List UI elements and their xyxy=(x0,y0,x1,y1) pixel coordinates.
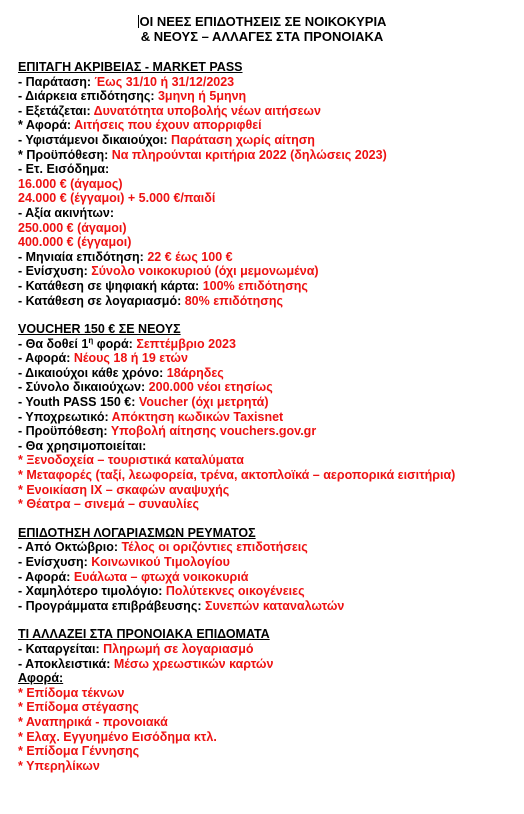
list-item xyxy=(18,715,516,730)
item-label: * Προϋπόθεση: xyxy=(18,147,112,162)
list-item xyxy=(18,700,516,715)
item-value: Πληρωμή σε λογαριασμό xyxy=(103,641,254,656)
list-item xyxy=(18,104,516,119)
item-value: Δυνατότητα υποβολής νέων αιτήσεων xyxy=(93,103,321,118)
title-line-2: & ΝΕΟΥΣ – ΑΛΛΑΓΕΣ ΣΤΑ ΠΡΟΝΟΙΑΚΑ xyxy=(140,29,384,44)
item-label: - Μηνιαία επιδότηση: xyxy=(18,249,148,264)
list-item xyxy=(18,380,516,395)
list-item xyxy=(18,555,516,570)
list-item xyxy=(18,570,516,585)
item-label: - Ενίσχυση: xyxy=(18,555,92,569)
item-label: - Παράταση: xyxy=(18,74,95,89)
item-value: * Επίδομα στέγασης xyxy=(18,700,139,715)
item-label: - Υποχρεωτικό: xyxy=(18,409,112,424)
list-item xyxy=(18,264,516,279)
item-value: Έως 31/10 ή 31/12/2023 xyxy=(94,74,235,89)
item-value: * Ενοικίαση ΙΧ – σκαφών αναψυχής xyxy=(18,482,230,497)
list-item xyxy=(18,191,516,206)
list-item xyxy=(18,730,516,745)
item-value: Να πληρούνται κριτήρια 2022 (δηλώσεις 2023) xyxy=(111,147,387,162)
item-value: * Ξενοδοχεία – τουριστικά καταλύματα xyxy=(18,453,244,468)
list-item xyxy=(18,235,516,250)
list-item xyxy=(18,468,516,483)
item-label: Αφορά: xyxy=(18,671,64,686)
item-label-suffix: φορά: xyxy=(93,336,137,351)
title-line-1-text: ΟΙ ΝΕΕΣ ΕΠΙΔΟΤΗΣΕΙΣ ΣΕ ΝΟΙΚΟΚΥΡΙΑ xyxy=(139,14,387,29)
section-heading: ΕΠΙΔΟΤΗΣΗ ΛΟΓΑΡΙΑΣΜΩΝ ΡΕΥΜΑΤΟΣ xyxy=(18,525,256,540)
list-item xyxy=(18,410,516,425)
list-item xyxy=(18,686,516,701)
list-item xyxy=(18,337,516,352)
list-item xyxy=(18,133,516,148)
list-item xyxy=(18,642,516,657)
item-value: Συνεπών καταναλωτών xyxy=(204,598,345,613)
item-value: * Θέατρα – σινεμά – συναυλίες xyxy=(18,497,200,512)
title-line-1 xyxy=(0,14,524,29)
item-value: Νέους 18 ή 19 ετών xyxy=(73,351,188,366)
item-value: * Ελαχ. Εγγυημένο Εισόδημα κτλ. xyxy=(18,729,217,744)
item-value: * Μεταφορές (ταξί, λεωφορεία, τρένα, ακτοπλοϊκά – αεροπορικά εισιτήρια) xyxy=(18,468,456,483)
list-item xyxy=(18,599,516,614)
list-item xyxy=(18,148,516,163)
section-heading: VOUCHER 150 € ΣΕ ΝΕΟΥΣ xyxy=(18,322,181,337)
list-item xyxy=(18,453,516,468)
item-value: Παράταση χωρίς αίτηση xyxy=(170,132,315,147)
item-value: Σεπτέμβριο 2023 xyxy=(136,336,236,351)
list-item xyxy=(18,540,516,555)
item-value: Πολύτεκνες οικογένειες xyxy=(165,584,305,599)
item-value: * Αναπηρικά - προνοιακά xyxy=(18,714,168,729)
item-label: * Αφορά: xyxy=(18,118,75,133)
section-0 xyxy=(18,60,516,308)
section-heading: ΤΙ ΑΛΛΑΖΕΙ ΣΤΑ ΠΡΟΝΟΙΑΚΑ ΕΠΙΔΟΜΑΤΑ xyxy=(18,627,270,642)
list-item xyxy=(18,250,516,265)
list-item xyxy=(18,584,516,599)
item-value: Απόκτηση κωδικών Taxisnet xyxy=(111,409,284,424)
item-label: - Καταργείται: xyxy=(18,641,104,656)
item-label: - Κατάθεση σε ψηφιακή κάρτα: xyxy=(18,278,203,293)
item-value: 18άρηδες xyxy=(166,365,224,380)
item-value: * Υπερηλίκων xyxy=(18,758,100,773)
text-cursor xyxy=(138,15,139,28)
list-item xyxy=(18,424,516,439)
item-label: - Ενίσχυση: xyxy=(18,264,92,279)
item-value: 22 € έως 100 € xyxy=(147,249,233,264)
item-value: Σύνολο νοικοκυριού (όχι μεμονωμένα) xyxy=(91,264,319,279)
list-item xyxy=(18,118,516,133)
list-item xyxy=(18,75,516,90)
item-label: - Από Οκτώβριο: xyxy=(18,540,122,555)
item-label: - Υφιστάμενοι δικαιούχοι: xyxy=(18,132,171,147)
list-item xyxy=(18,279,516,294)
item-superscript: η xyxy=(88,335,94,345)
list-item xyxy=(18,366,516,381)
section-1 xyxy=(18,322,516,512)
document-body xyxy=(18,60,516,787)
item-label: - Ετ. Εισόδημα: xyxy=(18,162,110,177)
item-label: - Αποκλειστικά: xyxy=(18,656,114,671)
list-item xyxy=(18,497,516,512)
item-label: - Διάρκεια επιδότησης: xyxy=(18,89,158,104)
item-value: Αιτήσεις που έχουν απορριφθεί xyxy=(74,118,262,133)
list-item xyxy=(18,439,516,454)
item-value: 24.000 € (έγγαμοι) + 5.000 €/παιδί xyxy=(18,191,216,206)
item-value: 200.000 νέοι ετησίως xyxy=(148,380,273,395)
item-label: - Χαμηλότερο τιμολόγιο: xyxy=(18,584,166,599)
section-3 xyxy=(18,627,516,773)
item-label: - Θα δοθεί 1 xyxy=(18,336,89,351)
list-item xyxy=(18,206,516,221)
item-label: - Αφορά: xyxy=(18,569,74,584)
list-item xyxy=(18,744,516,759)
item-label: - Σύνολο δικαιούχων: xyxy=(18,380,149,395)
item-label: - Δικαιούχοι κάθε χρόνο: xyxy=(18,365,167,380)
section-heading: ΕΠΙΤΑΓΗ ΑΚΡΙΒΕΙΑΣ - MARKET PASS xyxy=(18,60,243,74)
list-item xyxy=(18,483,516,498)
item-value: 16.000 € (άγαμος) xyxy=(18,176,123,191)
list-item xyxy=(18,89,516,104)
item-label: - Προϋπόθεση: xyxy=(18,424,111,439)
item-label: - Εξετάζεται: xyxy=(18,103,94,118)
item-label: - Θα χρησιμοποιείται: xyxy=(18,438,147,453)
item-value: 3μηνη ή 5μηνη xyxy=(157,89,247,104)
item-label: - Προγράμματα επιβράβευσης: xyxy=(18,598,205,613)
document-title xyxy=(0,14,524,44)
list-item xyxy=(18,395,516,410)
item-value: Μέσω χρεωστικών καρτών xyxy=(113,656,274,671)
list-item xyxy=(18,162,516,177)
item-value: Υποβολή αίτησης vouchers.gov.gr xyxy=(110,424,317,439)
item-value: 100% επιδότησης xyxy=(202,278,308,293)
item-value: * Επίδομα τέκνων xyxy=(18,685,125,700)
list-item xyxy=(18,671,516,686)
item-value: Τέλος οι οριζόντιες επιδοτήσεις xyxy=(121,540,308,555)
section-2 xyxy=(18,526,516,614)
list-item xyxy=(18,759,516,774)
list-item xyxy=(18,221,516,236)
item-label: - Youth PASS 150 €: xyxy=(18,395,139,410)
item-label: - Κατάθεση σε λογαριασμό: xyxy=(18,293,185,308)
item-value: 80% επιδότησης xyxy=(184,293,283,308)
item-value: Κοινωνικού Τιμολογίου xyxy=(91,555,230,569)
item-value: 400.000 € (έγγαμοι) xyxy=(18,235,132,250)
item-value: Ευάλωτα – φτωχά νοικοκυριά xyxy=(73,569,249,584)
list-item xyxy=(18,351,516,366)
item-label: - Αξία ακινήτων: xyxy=(18,205,115,220)
list-item xyxy=(18,177,516,192)
item-value: * Επίδομα Γέννησης xyxy=(18,744,140,759)
item-label: - Αφορά: xyxy=(18,351,74,366)
list-item xyxy=(18,657,516,672)
item-value: Voucher (όχι μετρητά) xyxy=(138,395,269,410)
list-item xyxy=(18,294,516,309)
item-value: 250.000 € (άγαμοι) xyxy=(18,220,127,235)
